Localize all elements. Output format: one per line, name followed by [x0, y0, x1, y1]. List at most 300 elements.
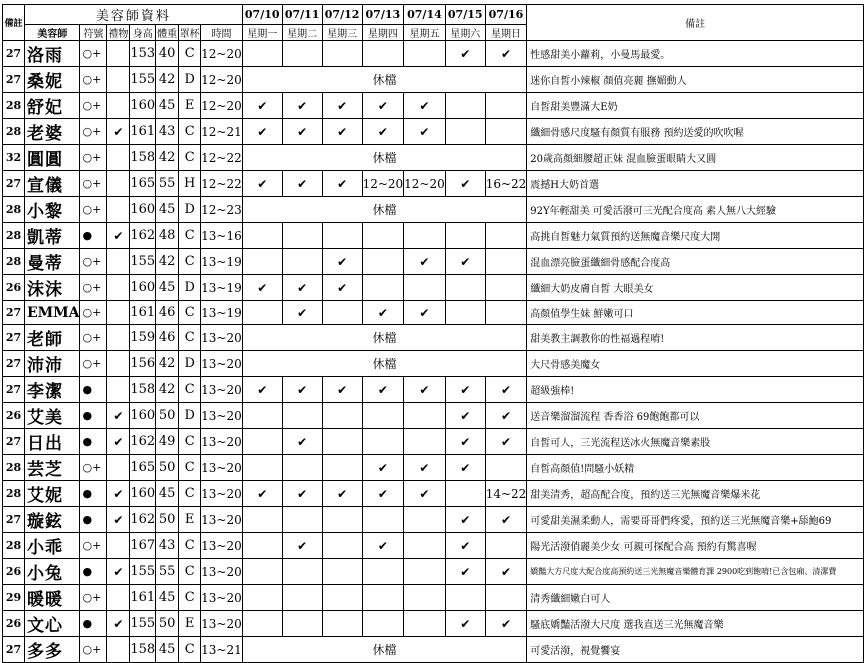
gift-cell: [107, 351, 130, 377]
date-header: 07/10: [242, 5, 282, 25]
schedule-check: ✔: [282, 533, 322, 559]
table-row: [3, 455, 864, 481]
symbol-cell: ○+: [80, 351, 107, 377]
schedule-check: [404, 275, 446, 301]
schedule-check: ✔: [445, 403, 485, 429]
table-row: [3, 351, 864, 377]
schedule-check: [242, 429, 282, 455]
gift-cell: ✔: [107, 611, 130, 637]
gift-cell: [107, 455, 130, 481]
table-row: [3, 223, 864, 249]
weight-cell: 50: [156, 455, 179, 481]
weight-cell: 46: [156, 301, 179, 325]
schedule-check: ✔: [485, 377, 527, 403]
schedule-check: ✔: [242, 93, 282, 119]
schedule-check: ✔: [282, 481, 322, 507]
schedule-check: [322, 585, 362, 611]
time-cell: 13~20: [201, 455, 243, 481]
schedule-check: ✔: [445, 455, 485, 481]
remark-cell: 高挑自皙魅力氣質預約送無魔音樂尺度大開: [527, 223, 864, 249]
weekday-header: 星期日: [485, 25, 527, 41]
weight-cell: 45: [156, 93, 179, 119]
table-row: [3, 585, 864, 611]
cup-cell: D: [179, 67, 201, 93]
rest-label: 休檔: [242, 351, 527, 377]
weight-cell: 55: [156, 171, 179, 197]
time-cell: 12~20: [201, 41, 243, 67]
schedule-check: [322, 533, 362, 559]
schedule-check: [242, 559, 282, 585]
schedule-check: ✔: [322, 249, 362, 275]
cup-cell: C: [179, 429, 201, 455]
table-row: [3, 171, 864, 197]
weight-cell: 46: [156, 325, 179, 351]
gift-cell: [107, 93, 130, 119]
schedule-table: [2, 4, 864, 663]
time-cell: 12~23: [201, 197, 243, 223]
age-cell: 28: [3, 119, 25, 145]
weight-cell: 42: [156, 145, 179, 171]
cup-cell: E: [179, 507, 201, 533]
symbol-cell: ○+: [80, 637, 107, 663]
schedule-check: ✔: [362, 377, 404, 403]
gift-cell: [107, 197, 130, 223]
age-cell: 27: [3, 325, 25, 351]
gift-cell: [107, 145, 130, 171]
schedule-check: [404, 429, 446, 455]
rest-label: 休檔: [242, 637, 527, 663]
schedule-check: [282, 559, 322, 585]
table-row: [3, 377, 864, 403]
cup-cell: E: [179, 611, 201, 637]
table-row: [3, 197, 864, 223]
remark-cell: 可愛活潑，視覺饗宴: [527, 637, 864, 663]
beautician-name: 圓圓: [24, 145, 80, 171]
table-row: [3, 403, 864, 429]
height-cell: 160: [130, 93, 156, 119]
schedule-check: [282, 455, 322, 481]
age-cell: 28: [3, 455, 25, 481]
symbol-cell: ○+: [80, 145, 107, 171]
schedule-check: [242, 585, 282, 611]
schedule-check: ✔: [404, 249, 446, 275]
schedule-check: [404, 507, 446, 533]
symbol-cell: ○+: [80, 249, 107, 275]
schedule-time: 16~22: [485, 171, 527, 197]
schedule-check: ✔: [242, 119, 282, 145]
cup-cell: C: [179, 119, 201, 145]
remark-cell: 自皙甜美豐滿大E奶: [527, 93, 864, 119]
gift-cell: [107, 67, 130, 93]
schedule-check: ✔: [485, 403, 527, 429]
schedule-check: ✔: [445, 249, 485, 275]
gift-cell: [107, 533, 130, 559]
age-cell: 27: [3, 171, 25, 197]
schedule-check: ✔: [242, 377, 282, 403]
symbol-cell: ●: [80, 611, 107, 637]
schedule-check: ✔: [362, 455, 404, 481]
schedule-check: ✔: [362, 301, 404, 325]
age-cell: 27: [3, 351, 25, 377]
schedule-check: ✔: [485, 611, 527, 637]
time-cell: 13~20: [201, 559, 243, 585]
schedule-check: ✔: [445, 41, 485, 67]
age-cell: 28: [3, 223, 25, 249]
beautician-name: EMMA: [24, 301, 80, 325]
cup-cell: C: [179, 377, 201, 403]
beautician-name: 沫沫: [24, 275, 80, 301]
table-row: [3, 93, 864, 119]
table-row: [3, 275, 864, 301]
schedule-check: ✔: [282, 93, 322, 119]
gift-cell: [107, 275, 130, 301]
cup-cell: C: [179, 637, 201, 663]
schedule-check: [445, 301, 485, 325]
age-cell: 28: [3, 533, 25, 559]
schedule-check: [242, 403, 282, 429]
height-cell: 155: [130, 249, 156, 275]
weight-cell: 43: [156, 119, 179, 145]
col-header-height: 身高: [130, 25, 156, 41]
height-cell: 162: [130, 507, 156, 533]
weight-cell: 40: [156, 41, 179, 67]
schedule-check: [282, 585, 322, 611]
schedule-check: ✔: [485, 41, 527, 67]
table-row: [3, 41, 864, 67]
schedule-check: ✔: [362, 119, 404, 145]
symbol-cell: ●: [80, 223, 107, 249]
beautician-name: 多多: [24, 637, 80, 663]
age-cell: 26: [3, 559, 25, 585]
schedule-check: ✔: [404, 301, 446, 325]
remark-cell: 震撼H大奶首選: [527, 171, 864, 197]
remark-cell: 纖細大奶皮膚自皙 大眼美女: [527, 275, 864, 301]
table-row: [3, 481, 864, 507]
beautician-name: 小兔: [24, 559, 80, 585]
schedule-check: [282, 403, 322, 429]
beautician-name: 老師: [24, 325, 80, 351]
schedule-check: ✔: [282, 119, 322, 145]
cup-cell: D: [179, 275, 201, 301]
beautician-name: 曼蒂: [24, 249, 80, 275]
time-cell: 13~20: [201, 611, 243, 637]
schedule-check: ✔: [445, 171, 485, 197]
gift-cell: ✔: [107, 119, 130, 145]
schedule-check: [242, 223, 282, 249]
schedule-check: [485, 93, 527, 119]
schedule-check: [445, 223, 485, 249]
height-cell: 161: [130, 119, 156, 145]
rest-label: 休檔: [242, 67, 527, 93]
remark-cell: 纖細骨感尺度騷有顏質有服務 預約送愛的吹吹喔: [527, 119, 864, 145]
schedule-check: ✔: [485, 559, 527, 585]
weight-cell: 45: [156, 585, 179, 611]
schedule-check: [322, 559, 362, 585]
cup-cell: D: [179, 403, 201, 429]
table-row: [3, 533, 864, 559]
age-cell: 27: [3, 41, 25, 67]
height-cell: 160: [130, 403, 156, 429]
schedule-check: [362, 41, 404, 67]
table-row: [3, 249, 864, 275]
schedule-check: [322, 507, 362, 533]
table-body: [3, 41, 864, 663]
height-cell: 160: [130, 481, 156, 507]
beautician-name: 小乖: [24, 533, 80, 559]
age-cell: 28: [3, 93, 25, 119]
remark-cell: 嬌豔大方尺度大配合度高預約送三光無魔音樂體育課 2900吃到飽唷!已含包廂、清潔費: [527, 559, 864, 585]
schedule-check: ✔: [322, 171, 362, 197]
cup-cell: D: [179, 197, 201, 223]
cup-cell: C: [179, 301, 201, 325]
date-header: 07/14: [404, 5, 446, 25]
schedule-check: [445, 119, 485, 145]
weight-cell: 50: [156, 611, 179, 637]
schedule-check: ✔: [404, 377, 446, 403]
symbol-cell: ●: [80, 481, 107, 507]
schedule-check: ✔: [282, 171, 322, 197]
schedule-check: ✔: [362, 93, 404, 119]
schedule-check: [242, 41, 282, 67]
schedule-check: [445, 585, 485, 611]
cup-cell: C: [179, 223, 201, 249]
schedule-check: [485, 249, 527, 275]
table-row: [3, 145, 864, 171]
gift-cell: [107, 585, 130, 611]
table-title: 美容師資料: [24, 5, 242, 25]
schedule-check: [362, 559, 404, 585]
remark-cell: 迷你自皙小辣椒 顏值亮麗 撫媚動人: [527, 67, 864, 93]
height-cell: 155: [130, 67, 156, 93]
date-header: 07/13: [362, 5, 404, 25]
schedule-check: [322, 223, 362, 249]
time-cell: 13~20: [201, 507, 243, 533]
schedule-check: [322, 41, 362, 67]
schedule-check: [404, 41, 446, 67]
weekday-header: 星期二: [282, 25, 322, 41]
age-cell: 27: [3, 507, 25, 533]
time-cell: 12~22: [201, 145, 243, 171]
schedule-check: [322, 301, 362, 325]
remark-cell: 甜美教主調教你的性福過程唷!: [527, 325, 864, 351]
height-cell: 162: [130, 223, 156, 249]
height-cell: 155: [130, 559, 156, 585]
weight-cell: 50: [156, 507, 179, 533]
weight-cell: 49: [156, 429, 179, 455]
schedule-check: ✔: [404, 93, 446, 119]
schedule-check: [485, 223, 527, 249]
schedule-check: ✔: [322, 119, 362, 145]
schedule-check: ✔: [485, 429, 527, 455]
height-cell: 162: [130, 429, 156, 455]
schedule-check: [362, 223, 404, 249]
gift-cell: ✔: [107, 507, 130, 533]
beautician-name: 艾美: [24, 403, 80, 429]
time-cell: 13~20: [201, 325, 243, 351]
time-cell: 13~19: [201, 249, 243, 275]
table-row: [3, 325, 864, 351]
table-row: [3, 301, 864, 325]
symbol-cell: ○+: [80, 67, 107, 93]
weight-cell: 42: [156, 351, 179, 377]
age-cell: 27: [3, 67, 25, 93]
schedule-check: [485, 275, 527, 301]
date-header: 07/12: [322, 5, 362, 25]
time-cell: 13~20: [201, 403, 243, 429]
schedule-check: ✔: [445, 559, 485, 585]
height-cell: 161: [130, 301, 156, 325]
remark-cell: 高顏值學生妹 鮮嫩可口: [527, 301, 864, 325]
schedule-check: [404, 223, 446, 249]
height-cell: 155: [130, 611, 156, 637]
rest-label: 休檔: [242, 325, 527, 351]
schedule-check: ✔: [404, 481, 446, 507]
schedule-check: [362, 249, 404, 275]
gift-cell: [107, 325, 130, 351]
cup-cell: C: [179, 481, 201, 507]
remark-cell: 送音樂溜溜流程 香香浴 69飽飽都可以: [527, 403, 864, 429]
symbol-cell: ○+: [80, 197, 107, 223]
weekday-header: 星期六: [445, 25, 485, 41]
remark-cell: 自皙高顏值!問騷小妖精: [527, 455, 864, 481]
remark-cell: 性感甜美小蘿莉，小曼馬最愛。: [527, 41, 864, 67]
height-cell: 158: [130, 145, 156, 171]
weight-cell: 45: [156, 637, 179, 663]
symbol-cell: ○+: [80, 41, 107, 67]
symbol-cell: ○+: [80, 119, 107, 145]
schedule-check: ✔: [322, 275, 362, 301]
schedule-check: [242, 301, 282, 325]
rest-label: 休檔: [242, 197, 527, 223]
symbol-cell: ○+: [80, 533, 107, 559]
weight-cell: 45: [156, 275, 179, 301]
weekday-header: 星期一: [242, 25, 282, 41]
schedule-check: [242, 533, 282, 559]
height-cell: 159: [130, 325, 156, 351]
schedule-check: [445, 93, 485, 119]
beautician-name: 老婆: [24, 119, 80, 145]
schedule-check: ✔: [445, 611, 485, 637]
weekday-header: 星期五: [404, 25, 446, 41]
schedule-check: [242, 507, 282, 533]
age-cell: 29: [3, 585, 25, 611]
cup-cell: C: [179, 559, 201, 585]
time-cell: 13~20: [201, 351, 243, 377]
schedule-check: [404, 585, 446, 611]
col-header-name: 美容師: [24, 25, 80, 41]
schedule-check: [242, 455, 282, 481]
time-cell: 13~20: [201, 429, 243, 455]
beautician-name: 沛沛: [24, 351, 80, 377]
weight-cell: 42: [156, 249, 179, 275]
symbol-cell: ○+: [80, 171, 107, 197]
beautician-name: 小黎: [24, 197, 80, 223]
schedule-check: [445, 481, 485, 507]
beautician-name: 桑妮: [24, 67, 80, 93]
gift-cell: [107, 249, 130, 275]
remark-cell: 甜美清秀，超高配合度，預約送三光無魔音樂爆米花: [527, 481, 864, 507]
schedule-check: ✔: [445, 533, 485, 559]
age-cell: 26: [3, 403, 25, 429]
col-header-gift: 禮物: [107, 25, 130, 41]
schedule-check: [242, 249, 282, 275]
age-cell: 32: [3, 145, 25, 171]
height-cell: 158: [130, 377, 156, 403]
age-cell: 28: [3, 249, 25, 275]
symbol-cell: ●: [80, 403, 107, 429]
time-cell: 12~21: [201, 119, 243, 145]
cup-cell: C: [179, 455, 201, 481]
time-cell: 13~20: [201, 533, 243, 559]
time-cell: 12~20: [201, 93, 243, 119]
beautician-name: 芸芝: [24, 455, 80, 481]
symbol-cell: ○+: [80, 93, 107, 119]
time-cell: 12~22: [201, 171, 243, 197]
time-cell: 13~20: [201, 585, 243, 611]
schedule-check: [362, 275, 404, 301]
beautician-name: 暖暖: [24, 585, 80, 611]
cup-cell: C: [179, 249, 201, 275]
height-cell: 160: [130, 275, 156, 301]
schedule-check: ✔: [242, 171, 282, 197]
remark-cell: 自皙可人，三光流程送冰火無魔音樂素股: [527, 429, 864, 455]
cup-cell: C: [179, 41, 201, 67]
height-cell: 153: [130, 41, 156, 67]
remark-cell: 混血漂亮臉蛋纖細骨感配合度高: [527, 249, 864, 275]
schedule-check: ✔: [362, 481, 404, 507]
weight-cell: 42: [156, 377, 179, 403]
age-cell: 27: [3, 301, 25, 325]
schedule-check: ✔: [485, 507, 527, 533]
weight-cell: 50: [156, 403, 179, 429]
schedule-check: [362, 403, 404, 429]
symbol-cell: ○+: [80, 301, 107, 325]
gift-cell: ✔: [107, 481, 130, 507]
height-cell: 161: [130, 585, 156, 611]
schedule-check: [282, 249, 322, 275]
table-row: [3, 67, 864, 93]
beautician-name: 文心: [24, 611, 80, 637]
schedule-check: [282, 507, 322, 533]
schedule-check: ✔: [445, 377, 485, 403]
schedule-check: ✔: [322, 481, 362, 507]
remark-cell: 清秀纖細嫩白可人: [527, 585, 864, 611]
weight-cell: 45: [156, 481, 179, 507]
time-cell: 13~16: [201, 223, 243, 249]
remark-cell: 陽光活潑俏麗美少女 可親可探配合高 預約有驚喜喔: [527, 533, 864, 559]
col-header-symbol: 符號: [80, 25, 107, 41]
weight-cell: 43: [156, 533, 179, 559]
symbol-cell: ○+: [80, 585, 107, 611]
weekday-header: 星期四: [362, 25, 404, 41]
schedule-time: 14~22: [485, 481, 527, 507]
weight-cell: 48: [156, 223, 179, 249]
date-header: 07/11: [282, 5, 322, 25]
schedule-check: ✔: [242, 275, 282, 301]
weekday-header: 星期三: [322, 25, 362, 41]
symbol-cell: ●: [80, 377, 107, 403]
gift-cell: ✔: [107, 223, 130, 249]
height-cell: 158: [130, 637, 156, 663]
schedule-check: [282, 41, 322, 67]
col-header-time: 時間: [201, 25, 243, 41]
table-row: [3, 429, 864, 455]
symbol-cell: ●: [80, 429, 107, 455]
table-row: [3, 559, 864, 585]
cup-cell: C: [179, 145, 201, 171]
schedule-time: 12~20: [362, 171, 404, 197]
schedule-check: ✔: [322, 377, 362, 403]
